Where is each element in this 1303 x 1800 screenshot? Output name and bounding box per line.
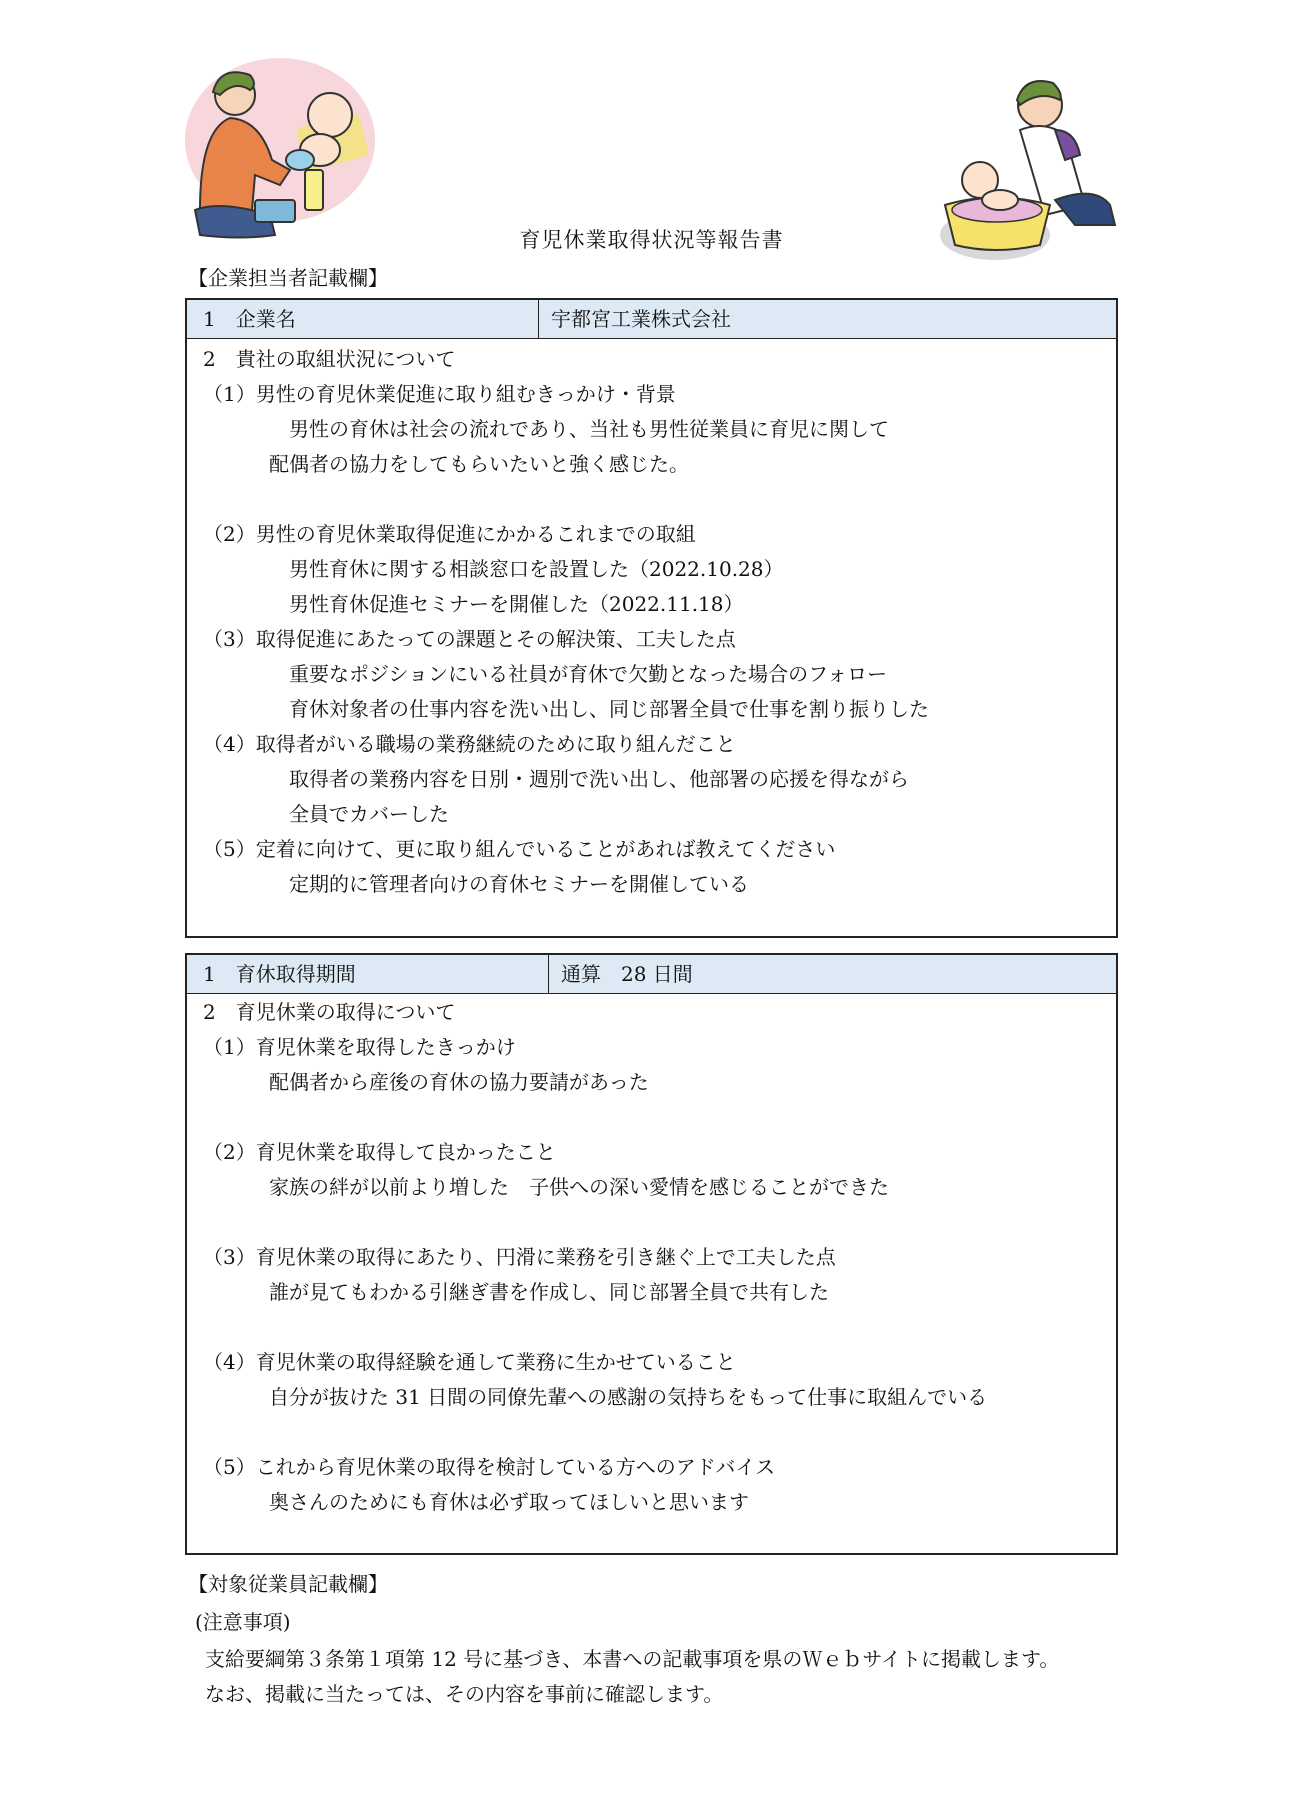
employee-question-1: （1）育児休業を取得したきっかけ (203, 1035, 516, 1059)
employee-question-3: （3）育児休業の取得にあたり、円滑に業務を引き継ぐ上で工夫した点 (203, 1245, 836, 1269)
employee-report-table (185, 953, 1118, 1555)
company-question-1: （1）男性の育児休業促進に取り組むきっかけ・背景 (203, 382, 676, 406)
employee-section-label: 【対象従業員記載欄】 (188, 1572, 388, 1596)
company-name-value: 宇都宮工業株式会社 (551, 307, 731, 331)
notes-heading: (注意事項) (195, 1610, 291, 1634)
notes-line-1: 支給要綱第３条第１項第 12 号に基づき、本書への記載事項を県のＷｅｂサイトに掲載します。 (205, 1647, 1060, 1671)
company-question-2: （2）男性の育児休業取得促進にかかるこれまでの取組 (203, 522, 696, 546)
company-answer-1-line-1: 男性の育休は社会の流れであり、当社も男性従業員に育児に関して (269, 417, 889, 441)
employee-answer-3: 誰が見てもわかる引継ぎ書を作成し、同じ部署全員で共有した (269, 1280, 829, 1304)
employee-answer-4: 自分が抜けた 31 日間の同僚先輩への感謝の気持ちをもって仕事に取組んでいる (269, 1385, 988, 1409)
father-diaper-illustration (180, 50, 380, 250)
leave-period-label: 1 育休取得期間 (187, 955, 549, 993)
company-answer-4-line-2: 全員でカバーした (269, 802, 449, 826)
document-title: 育児休業取得状況等報告書 (519, 228, 784, 252)
employee-answer-2: 家族の絆が以前より増した 子供への深い愛情を感じることができた (269, 1175, 889, 1199)
company-answer-2-line-1: 男性育休に関する相談窓口を設置した（2022.10.28） (269, 557, 784, 581)
company-answer-2-line-2: 男性育休促進セミナーを開催した（2022.11.18） (269, 592, 744, 616)
company-answer-4-line-1: 取得者の業務内容を日別・週別で洗い出し、他部署の応援を得ながら (269, 767, 909, 791)
company-question-5: （5）定着に向けて、更に取り組んでいることがあれば教えてください (203, 837, 836, 861)
company-answer-5-line-1: 定期的に管理者向けの育休セミナーを開催している (269, 872, 749, 896)
company-name-row (187, 300, 1116, 339)
company-answer-3-line-2: 育休対象者の仕事内容を洗い出し、同じ部署全員で仕事を割り振りした (269, 697, 929, 721)
leave-period-value: 通算 28 日間 (561, 962, 693, 986)
company-report-table (185, 298, 1118, 938)
company-answer-1-line-2: 配偶者の協力をしてもらいたいと強く感じた。 (269, 452, 689, 476)
company-question-4: （4）取得者がいる職場の業務継続のために取り組んだこと (203, 732, 736, 756)
employee-heading: 2 育児休業の取得について (203, 1000, 456, 1024)
leave-period-row (187, 955, 1116, 994)
employee-question-2: （2）育児休業を取得して良かったこと (203, 1140, 556, 1164)
employee-answer-1: 配偶者から産後の育休の協力要請があった (269, 1070, 649, 1094)
company-section-label: 【企業担当者記載欄】 (188, 266, 388, 290)
employee-answer-5: 奥さんのためにも育休は必ず取ってほしいと思います (269, 1490, 749, 1514)
company-heading: 2 貴社の取組状況について (203, 347, 456, 371)
company-name-label: 1 企業名 (187, 300, 539, 338)
company-answer-3-line-1: 重要なポジションにいる社員が育休で欠勤となった場合のフォロー (269, 662, 888, 686)
employee-question-5: （5）これから育児休業の取得を検討している方へのアドバイス (203, 1455, 776, 1479)
company-question-3: （3）取得促進にあたっての課題とその解決策、工夫した点 (203, 627, 736, 651)
employee-question-4: （4）育児休業の取得経験を通して業務に生かせていること (203, 1350, 736, 1374)
notes-line-2: なお、掲載に当たっては、その内容を事前に確認します。 (205, 1682, 724, 1706)
